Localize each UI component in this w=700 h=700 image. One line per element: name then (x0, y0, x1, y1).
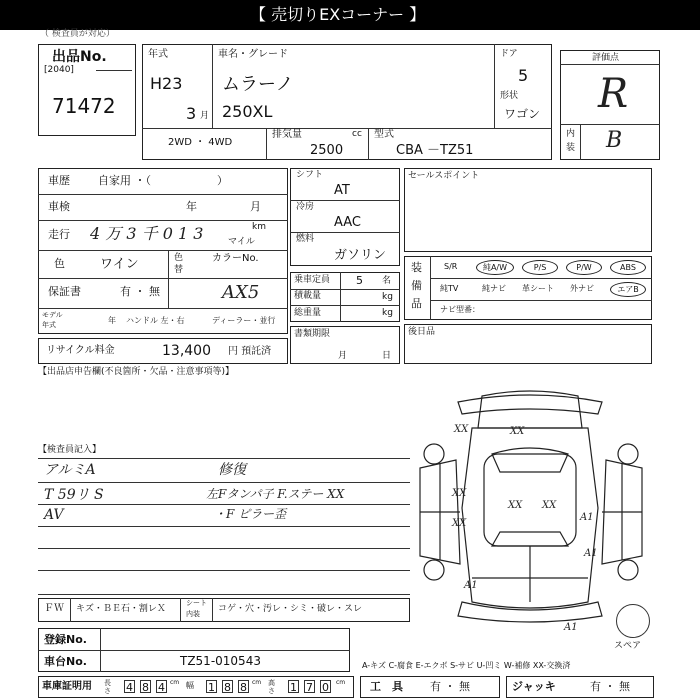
mark-front-left: XX (454, 424, 469, 435)
mileage-label: 走行 (48, 228, 70, 241)
chassis-label: 車台No. (44, 655, 87, 668)
mark-rear-left: A1 (464, 580, 478, 591)
front-right-wheel (618, 444, 638, 464)
inspector-right-2: 左Fタンパ子 F.ステー XX (206, 487, 345, 501)
equipment-label-1: 装 (411, 261, 422, 274)
inspection-label: 車検 (48, 200, 70, 213)
mileage-unit-km: km (252, 222, 266, 232)
equipment-label-2: 備 (411, 279, 422, 292)
mark-left-upper: XX (452, 488, 467, 499)
reg-no-label: 登録No. (44, 633, 87, 646)
car-rear-bumper (458, 602, 602, 622)
inspector-line-2: T 59リ S (44, 487, 104, 503)
certificate-label: 車庫証明用 (42, 681, 92, 692)
width-digit-1: 1 (208, 681, 215, 694)
load-label: 積載量 (294, 291, 322, 301)
width-label: 幅 (186, 681, 194, 690)
type-value: CBA －TZ51 (396, 143, 474, 158)
car-damage-diagram (412, 388, 650, 633)
mark-right-panel: A1 (584, 548, 598, 559)
length-digit-1: 4 (126, 681, 133, 694)
mark-rear: A1 (564, 622, 578, 633)
length-label: 長さ (104, 679, 111, 695)
color-no-value: AX5 (222, 282, 260, 303)
registration-day: 日 (382, 351, 392, 361)
lot-label: 出品No. (52, 49, 107, 65)
width-digit-3: 8 (240, 681, 247, 694)
inspector-right-3: ・F ピラー歪 (214, 507, 287, 521)
sales-point-label: セールスポイント (408, 171, 480, 181)
year-month: 3 (186, 104, 197, 123)
model-row-label-1: モデル (42, 311, 63, 319)
shape-label: 形状 (500, 91, 519, 101)
displacement-label: 排気量 (272, 129, 302, 140)
seat-label-1: シート (186, 599, 207, 607)
mark-right: A1 (580, 512, 594, 523)
chassis-value: TZ51-010543 (180, 654, 261, 668)
year-month-unit: 月 (200, 111, 210, 121)
equip-pure-navi: 純ナビ (482, 284, 506, 293)
history-label: 車歴 (48, 174, 70, 187)
equip-ps: P/S (522, 260, 558, 275)
warranty-value: 有 ・ 無 (120, 285, 160, 298)
history-table (38, 168, 288, 334)
seller-note-label: 【出品店申告欄(不良箇所・欠品・注意事項等)】 (38, 367, 235, 377)
model-row-handle: ハンドル 左・右 (126, 316, 185, 325)
car-rear-window (492, 532, 568, 546)
doors-label: ドア (500, 49, 518, 59)
interior-label-2: 装 (566, 143, 576, 153)
model-grade: 250XL (222, 102, 273, 121)
mark-left-lower: XX (452, 518, 467, 529)
seat-label-2: 内装 (186, 610, 200, 618)
width-digit-2: 8 (224, 681, 231, 694)
score-value: R (598, 71, 629, 117)
mark-front-center: XX (510, 426, 525, 437)
interior-label-1: 内 (566, 129, 576, 139)
model-name: ムラーノ (222, 74, 294, 95)
displacement-unit: cc (352, 129, 362, 139)
registration-label: 書類期限 (294, 329, 331, 339)
equip-airbag: エアB (610, 282, 646, 297)
mark-center-1: XX (508, 500, 523, 511)
height-digit-2: 7 (306, 681, 313, 694)
spare-label: スペア (614, 641, 642, 651)
equip-pure-aw: 純A/W (476, 260, 514, 275)
color-label: 色 (54, 257, 65, 270)
capacity-value: 5 (356, 274, 363, 287)
ac-value: AAC (334, 215, 361, 230)
top-note: （ 検査員が対応） (40, 29, 115, 39)
equip-pw: P/W (566, 260, 602, 275)
later-items-label: 後日品 (408, 327, 436, 337)
mark-center-2: XX (542, 500, 557, 511)
lot-number: 71472 (52, 94, 116, 118)
color-change-1: 色 (174, 253, 184, 263)
equip-pure-tv: 純TV (440, 284, 459, 293)
model-row-dealer: ディーラー・並行 (212, 316, 276, 325)
shape-value: ワゴン (504, 107, 541, 121)
recycle-label: リサイクル料金 (46, 345, 115, 356)
inspector-right-1: 修復 (218, 462, 246, 478)
load-unit: kg (382, 292, 393, 302)
color-no-label: カラーNo. (212, 253, 259, 264)
car-front-bumper (458, 395, 602, 414)
equip-leather: 革シート (522, 284, 554, 293)
inspection-year: 年 (186, 200, 197, 213)
rear-left-wheel (424, 560, 444, 580)
type-label: 型式 (374, 129, 394, 140)
damage-legend: A-キズ C-腐食 E-エクボ S-サビ U-凹ミ W-補修 XX-交換済 (362, 661, 571, 670)
equip-sr: S/R (444, 262, 458, 271)
inspector-label: 【検査員記入】 (38, 445, 102, 455)
warranty-label: 保証書 (48, 285, 81, 298)
height-label: 高さ (268, 679, 275, 695)
recycle-value: 13,400 (162, 343, 211, 359)
lot-sub: [2040] (44, 65, 74, 75)
model-row-year: 年 (108, 316, 116, 325)
fw-damage-options: キズ・ＢＥ石・割レＸ (76, 604, 166, 614)
year-label: 年式 (148, 49, 168, 60)
length-digit-2: 8 (142, 681, 149, 694)
gross-label: 総重量 (294, 308, 322, 318)
drive-type: 2WD ・ 4WD (168, 137, 233, 148)
doors-value: 5 (518, 66, 529, 85)
navi-model-label: ナビ型番： (440, 305, 480, 314)
spare-tire-circle (616, 604, 650, 638)
model-label: 車名・グレード (218, 49, 288, 60)
registration-month: 月 (338, 351, 348, 361)
interior-score: B (606, 128, 623, 153)
model-row-label-2: 年式 (42, 321, 56, 329)
capacity-unit: 名 (382, 276, 392, 286)
width-unit: cm (252, 679, 262, 686)
seat-damage-options: コゲ・穴・汚レ・シミ・破レ・スレ (218, 604, 363, 614)
mileage-value: 4 万 3 千 0 1 3 (90, 224, 204, 243)
history-value: 自家用 ・（ ） (98, 174, 228, 187)
car-windshield (492, 448, 568, 472)
front-left-wheel (424, 444, 444, 464)
capacity-label: 乗車定員 (294, 275, 331, 285)
length-unit: cm (170, 679, 180, 686)
later-items-box (404, 324, 652, 364)
inspector-line-1: アルミA (44, 462, 96, 478)
equip-abs: ABS (610, 260, 646, 275)
fw-label: ＦＷ (44, 603, 64, 614)
year-era: H23 (150, 74, 183, 93)
tools-value: 有 ・ 無 (430, 680, 470, 693)
score-label: 評価点 (592, 53, 620, 63)
inspector-line-3: AV (44, 507, 64, 523)
equipment-label-3: 品 (411, 297, 422, 310)
shift-label: シフト (296, 170, 324, 180)
fuel-value: ガソリン (334, 248, 387, 263)
fuel-label: 燃料 (296, 234, 315, 244)
color-value: ワイン (100, 257, 139, 272)
inspection-month: 月 (250, 200, 261, 213)
banner-text: 【 売切りEXコーナー 】 (250, 5, 426, 24)
rear-right-wheel (618, 560, 638, 580)
gross-unit: kg (382, 308, 393, 318)
length-digit-3: 4 (158, 681, 165, 694)
color-change-2: 替 (174, 265, 184, 275)
recycle-unit: 円 預託済 (228, 346, 272, 357)
ac-label: 冷房 (296, 202, 315, 212)
height-digit-1: 1 (290, 681, 297, 694)
equip-ext-navi: 外ナビ (570, 284, 594, 293)
mileage-unit-mile: マイル (228, 237, 255, 247)
jack-label: ジャッキ (512, 680, 556, 693)
displacement-value: 2500 (310, 143, 344, 158)
height-digit-3: 0 (322, 681, 329, 694)
shift-value: AT (334, 183, 350, 198)
height-unit: cm (336, 679, 346, 686)
jack-value: 有 ・ 無 (590, 680, 630, 693)
tools-label: 工 具 (370, 680, 403, 693)
